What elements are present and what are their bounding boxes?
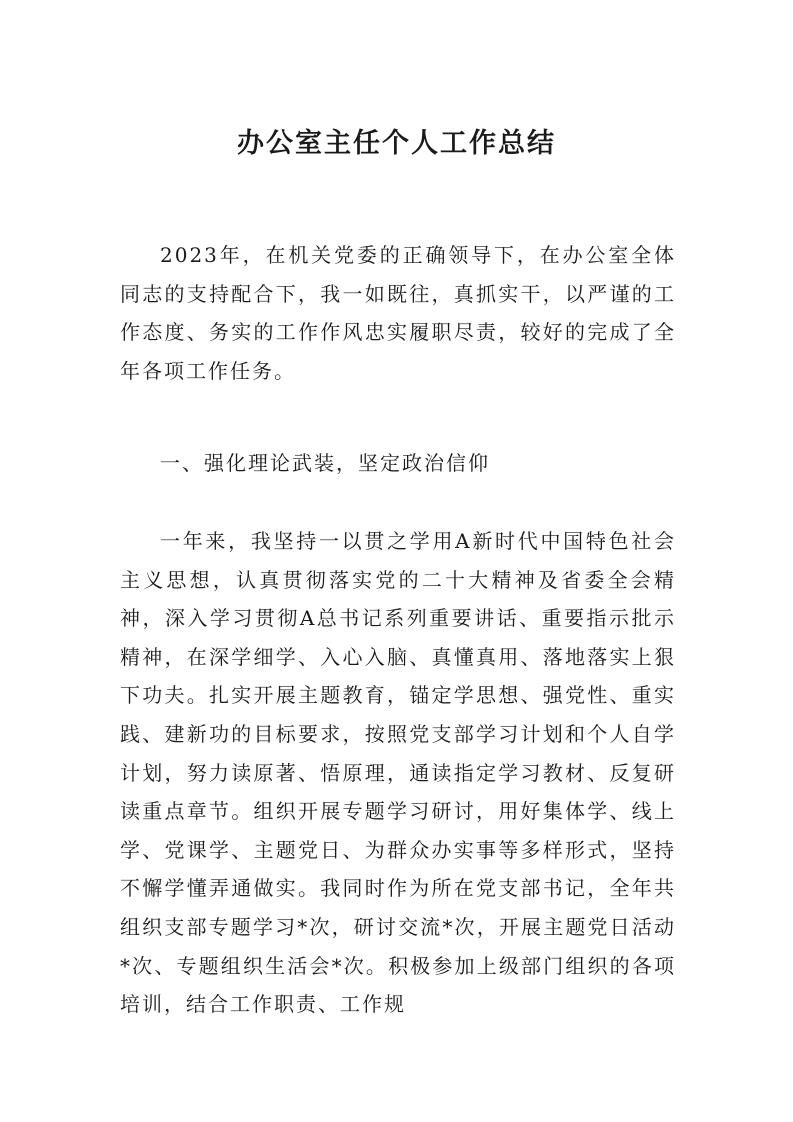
document-title: 办公室主任个人工作总结 [237, 128, 556, 159]
intro-paragraph: 2023年，在机关党委的正确领导下，在办公室全体同志的支持配合下，我一如既往，真抓实干，以严谨的工作态度、务实的工作作风忠实履职尽责，较好的完成了全年各项工作任务。 [120, 243, 676, 383]
body-paragraph: 一年来，我坚持一以贯之学用A新时代中国特色社会主义思想，认真贯彻落实党的二十大精神及省委全会精神，深入学习贯彻A总书记系列重要讲话、重要指示批示精神，在深学细学、入心入脑、真懂真用、落地落实上狠下功夫。扎实开展主题教育，锚定学思想、强党性、重实践、建新功的目标要求，按照党支部学习计划和个人自学计划，努力读原著、悟原理，通读指定学习教材、反复研读重点章节。组织开展专题学习研讨，用好集体学、线上学、党课学、主题党日、为群众办实事等多样形式，坚持不懈学懂弄通做实。我同时作为所在党支部书记，全年共组织支部专题学习*次，研讨交流*次，开展主题党日活动*次、专题组织生活会*次。积极参加上级部门组织的各项培训，结合工作职责、工作规 [120, 529, 676, 1017]
section-heading: 一、强化理论武装，坚定政治信仰 [160, 451, 490, 475]
